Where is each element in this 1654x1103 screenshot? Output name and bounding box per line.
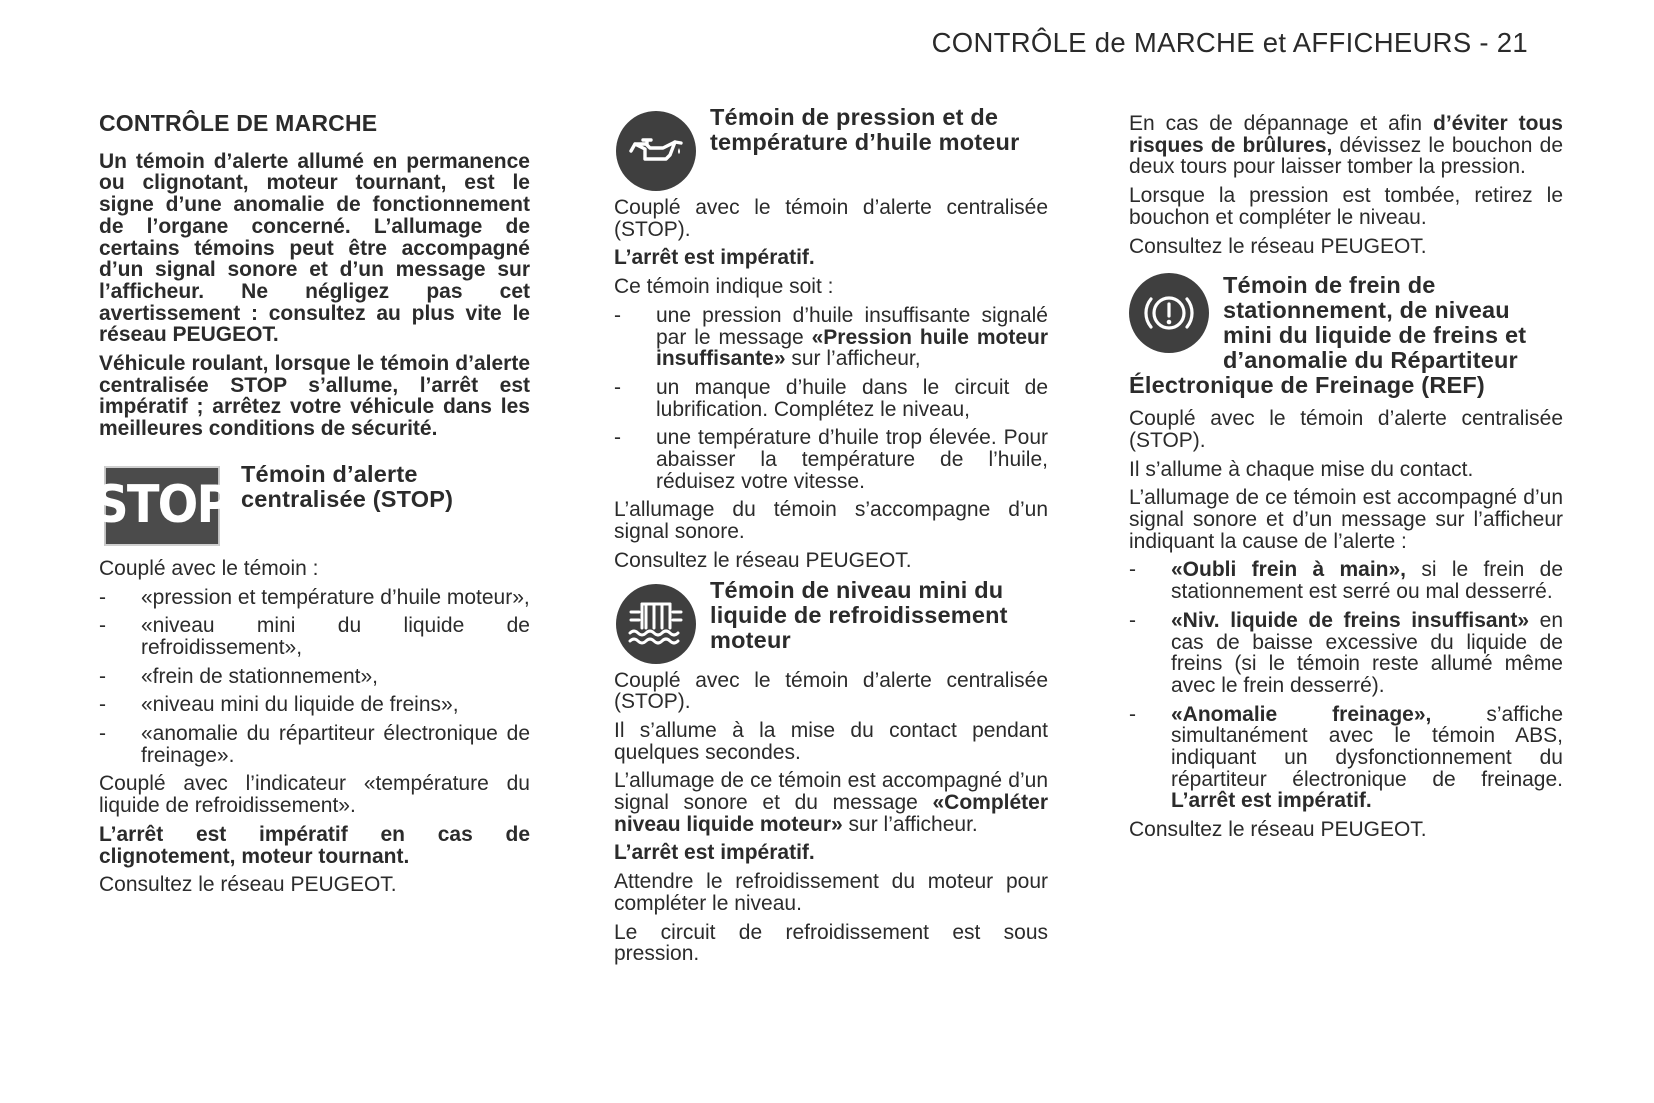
cool-pressure: Le circuit de refroidissement est sous pression.: [614, 920, 1048, 966]
coolant-section-header: [614, 576, 1048, 664]
coolant-section-title: Témoin de niveau mini du liquide de refroidissement moteur: [710, 576, 1008, 653]
list-item: [1129, 559, 1563, 602]
list-item: - une température d’huile trop élevée. Pour abaisser la température de l’huile, réduisez votre vitesse.: [614, 427, 1048, 492]
stop-section-title: Témoin d’alerte centralisée (STOP): [241, 460, 454, 512]
cool-lights: Il s’allume à la mise du contact pendant quelques secondes.: [614, 718, 1048, 764]
emphasis-text: d’éviter tous risques de brûlures,: [1129, 112, 1563, 157]
column-3: [1129, 113, 1563, 848]
dep-consult: Consultez le réseau PEUGEOT.: [1129, 234, 1427, 258]
brake-section-header: [1129, 271, 1563, 402]
list-item-text: en cas de baisse excessive du liquide de freins (si le témoin reste allumé même avec le frein desserré).: [1171, 608, 1563, 697]
consult-text: Consultez le réseau PEUGEOT.: [99, 873, 397, 897]
column-2: [614, 104, 1048, 972]
cool-coupled: Couplé avec le témoin d’alerte centralisée (STOP).: [614, 668, 1048, 714]
paragraph-text: dévissez le bouchon de deux tours pour laisser tomber la pression.: [1129, 133, 1564, 179]
message-text: «Compléter niveau liquide moteur»: [614, 791, 1048, 836]
brake-section-title: Témoin de frein de stationnement, de niveau mini du liquide de freins et d’anomalie du Répartiteur Électronique de Freinage (REF): [1129, 272, 1527, 399]
list-item: - «niveau mini du liquide de freins»,: [99, 694, 530, 716]
brake-coupled: Couplé avec le témoin d’alerte centralisée (STOP).: [1129, 407, 1563, 452]
stop-sign-icon: STOP: [104, 466, 220, 546]
coupled-indicator: Couplé avec l’indicateur «température du liquide de refroidissement».: [99, 772, 530, 818]
stop-imperative: L’arrêt est impératif en cas de clignotement, moteur tournant.: [99, 822, 530, 868]
oil-list: [614, 305, 1048, 493]
emphasis-text: L’arrêt est impératif.: [1171, 789, 1372, 813]
message-text: «Oubli frein à main»,: [1171, 558, 1407, 582]
oil-imperative: L’arrêt est impératif.: [614, 246, 815, 270]
coupled-intro: Couplé avec le témoin :: [99, 556, 319, 580]
cool-wait: Attendre le refroidissement du moteur pour compléter le niveau.: [614, 870, 1048, 915]
list-item: - «niveau mini du liquide de refroidissement»,: [99, 615, 530, 658]
brake-consult: Consultez le réseau PEUGEOT.: [1129, 818, 1427, 842]
message-text: «Niv. liquide de freins insuffisant»: [1171, 608, 1530, 632]
paragraph-text: L’allumage de ce témoin est accompagné d’un signal sonore et du message: [614, 769, 1048, 815]
list-item: [614, 305, 1048, 370]
cool-message: [614, 770, 1048, 835]
brake-message: L’allumage de ce témoin est accompagné d’un signal sonore et d’un message sur l’afficheur indiquant la cause de l’alerte :: [1129, 486, 1563, 553]
stop-warning-paragraph: Véhicule roulant, lorsque le témoin d’alerte centralisée STOP s’allume, l’arrêt est impératif ; arrêtez votre véhicule dans les meilleures conditions de sécurité.: [99, 352, 530, 441]
dep-paragraph: [1129, 113, 1563, 178]
oil-consult: Consultez le réseau PEUGEOT.: [614, 548, 912, 572]
oil-indicates: Ce témoin indique soit :: [614, 275, 834, 299]
coupled-list: [99, 587, 530, 767]
list-item-text: sur l’afficheur,: [785, 347, 921, 371]
paragraph-text: sur l’afficheur.: [842, 812, 978, 836]
dep-refill: Lorsque la pression est tombée, retirez le bouchon et compléter le niveau.: [1129, 184, 1563, 229]
brake-warning-icon: [1129, 273, 1209, 353]
page-header: CONTRÔLE de MARCHE et AFFICHEURS - 21: [931, 27, 1528, 58]
list-item: - «pression et température d’huile moteur»,: [99, 587, 530, 609]
message-text: «Anomalie freinage»,: [1171, 702, 1432, 726]
list-item: - «anomalie du répartiteur électronique de freinage».: [99, 723, 530, 766]
stop-section-header: [94, 460, 530, 546]
intro-paragraph: Un témoin d’alerte allumé en permanence ou clignotant, moteur tournant, est le signe d’une anomalie de fonctionnement de l’organe concerné. L’allumage de certains témoins peut être accompagné d’un signal sonore et d’un message sur l’afficheur. Ne négligez pas cet avertissement : consultez au plus vite le réseau PEUGEOT.: [99, 149, 530, 347]
oil-can-icon: [616, 111, 696, 191]
list-item: - un manque d’huile dans le circuit de lubrification. Complétez le niveau,: [614, 377, 1048, 420]
oil-coupled: Couplé avec le témoin d’alerte centralisée (STOP).: [614, 196, 1048, 241]
oil-sound: L’allumage du témoin s’accompagne d’un signal sonore.: [614, 498, 1048, 544]
paragraph-text: En cas de dépannage et afin: [1129, 112, 1433, 135]
column-1: [94, 110, 530, 903]
coolant-level-icon: [616, 584, 696, 664]
brake-lights: Il s’allume à chaque mise du contact.: [1129, 457, 1474, 481]
list-item: [1129, 704, 1563, 813]
brake-list: [1129, 559, 1563, 812]
list-item-text: s’affiche simultanément avec le témoin ABS, indiquant un dysfonctionnement du répartiteur électronique de freinage.: [1171, 702, 1563, 791]
oil-section-header: [614, 104, 1048, 191]
message-text: «Pression huile moteur insuffisante»: [656, 325, 1048, 371]
list-item-text: si le frein de stationnement est serré ou mal desserré.: [1171, 558, 1564, 604]
oil-section-title: Témoin de pression et de température d’huile moteur: [710, 104, 1020, 155]
list-item-text: une pression d’huile insuffisante signalé par le message: [656, 303, 1048, 349]
list-item: [1129, 610, 1563, 697]
section-title-controle: CONTRÔLE DE MARCHE: [99, 110, 378, 136]
list-item: - «frein de stationnement»,: [99, 666, 530, 688]
cool-imperative: L’arrêt est impératif.: [614, 841, 815, 865]
